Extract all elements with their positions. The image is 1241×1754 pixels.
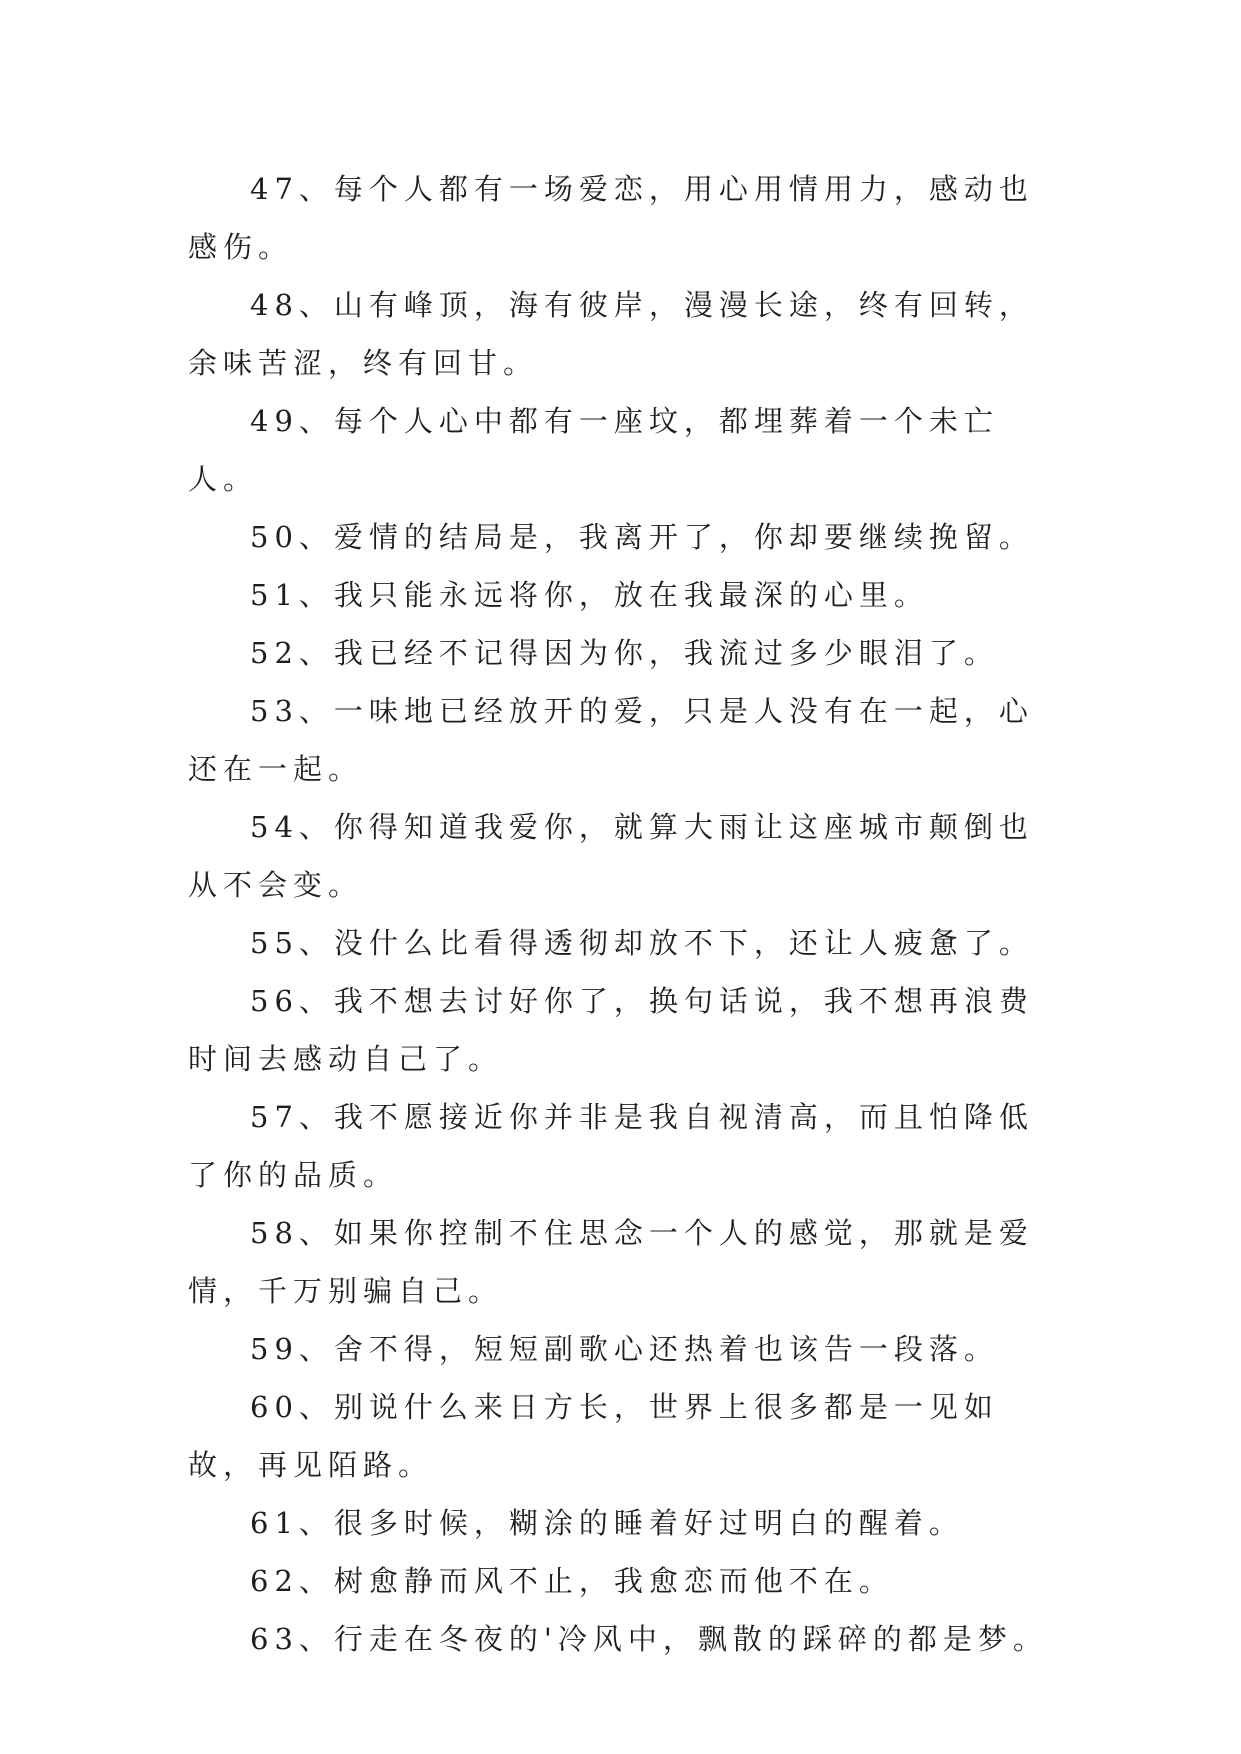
document-body xyxy=(188,160,1058,1668)
paragraph-61: 61、很多时候，糊涂的睡着好过明白的醒着。 xyxy=(250,1506,964,1540)
paragraph-57: 57、我不愿接近你并非是我自视清高，而且怕降低了你的品质。 xyxy=(188,1100,1034,1192)
paragraph-47: 47、每个人都有一场爱恋，用心用情用力，感动也感伤。 xyxy=(188,172,1034,264)
paragraph-51: 51、我只能永远将你，放在我最深的心里。 xyxy=(250,578,929,612)
paragraph-52: 52、我已经不记得因为你，我流过多少眼泪了。 xyxy=(250,636,999,670)
paragraph-60: 60、别说什么来日方长，世界上很多都是一见如故，再见陌路。 xyxy=(188,1390,999,1482)
paragraph-63: 63、行走在冬夜的'冷风中，飘散的踩碎的都是梦。 xyxy=(250,1622,1048,1656)
paragraph-48: 48、山有峰顶，海有彼岸，漫漫长途，终有回转，余味苦涩，终有回甘。 xyxy=(188,288,1034,380)
paragraph-59: 59、舍不得，短短副歌心还热着也该告一段落。 xyxy=(250,1332,999,1366)
paragraph-55: 55、没什么比看得透彻却放不下，还让人疲惫了。 xyxy=(250,926,1034,960)
paragraph-53: 53、一味地已经放开的爱，只是人没有在一起，心还在一起。 xyxy=(188,694,1034,786)
paragraph-49: 49、每个人心中都有一座坟，都埋葬着一个未亡人。 xyxy=(188,404,999,496)
paragraph-54: 54、你得知道我爱你，就算大雨让这座城市颠倒也从不会变。 xyxy=(188,810,1034,902)
paragraph-58: 58、如果你控制不住思念一个人的感觉，那就是爱情，千万别骗自己。 xyxy=(188,1216,1034,1308)
paragraph-56: 56、我不想去讨好你了，换句话说，我不想再浪费时间去感动自己了。 xyxy=(188,984,1034,1076)
paragraph-62: 62、树愈静而风不止，我愈恋而他不在。 xyxy=(250,1564,894,1598)
paragraph-50: 50、爱情的结局是，我离开了，你却要继续挽留。 xyxy=(250,520,1034,554)
